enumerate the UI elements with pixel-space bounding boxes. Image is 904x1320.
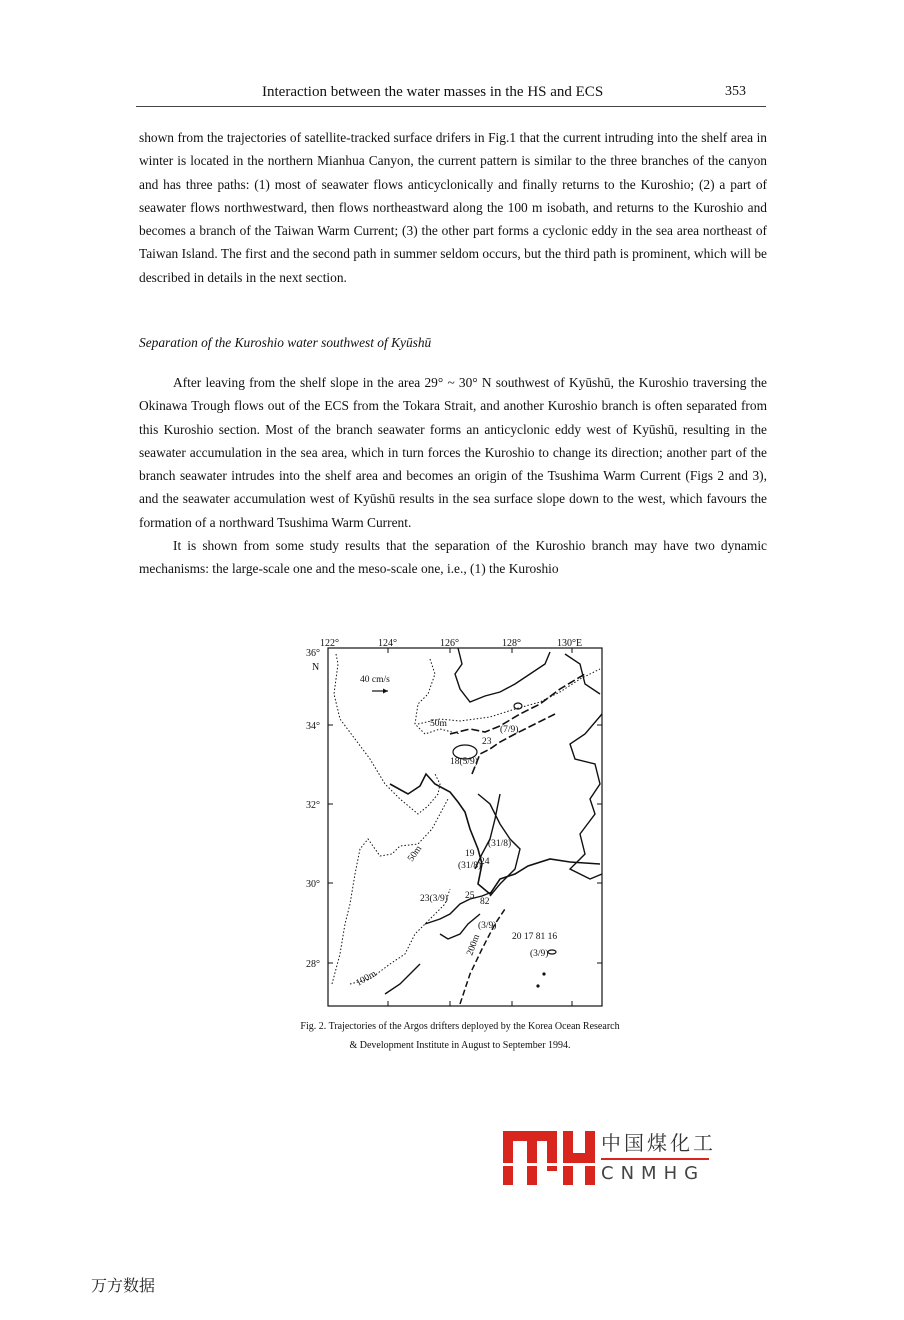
- y-tick-36: 36°: [306, 648, 320, 659]
- paragraph-text: It is shown from some study results that the separation of the Kuroshio branch may have two dynamic mechanisms: the large-scale one and the meso-scale one, i.e., (1) the Kuroshio: [139, 538, 767, 577]
- paragraph-2: [139, 371, 767, 581]
- header-rule: [136, 106, 766, 107]
- isobath-50m-label-2: 50m: [406, 844, 425, 864]
- annot-31-8-a: (31/8): [458, 861, 482, 871]
- paragraph-text: shown from the trajectories of satellite-tracked surface drifers in Fig.1 that the current intruding into the shelf area in winter is located in the northern Mianhua Canyon, the current pattern is similar to the three branches of the canyon and has three paths: (1) most of seawater flows anticyclonically and finally returns to the Kuroshio; (2) a part of seawater flows northwestward, then flows northeastward along the 100 m isobath, and returns to the Kuroshio and becomes a branch of the Taiwan Warm Current; (3) the other part forms a cyclonic eddy in the sea area northeast of Taiwan Island. The first and the second path in summer seldom occurs, but the third path is prominent, which will be described in details in the next section.: [139, 130, 767, 285]
- x-tick-122: 122°: [320, 638, 339, 649]
- x-tick-130: 130°E: [557, 638, 583, 649]
- figure-2-map: [300, 634, 610, 1014]
- annot-23: 23: [482, 737, 492, 747]
- page-number: 353: [725, 84, 746, 99]
- annot-31-8-b: (31/8): [488, 839, 512, 849]
- annot-23-3-9: 23(3/9): [420, 894, 448, 904]
- y-tick-28: 28°: [306, 959, 320, 970]
- annot-3-9-b: (3/9): [530, 949, 549, 959]
- annot-82: 82: [480, 897, 490, 907]
- y-unit: N: [312, 662, 320, 673]
- logo-divider: [601, 1158, 709, 1160]
- annot-3-9-a: (3/9): [478, 921, 497, 931]
- annot-18: 18(5/9): [450, 757, 478, 767]
- annot-7-9: (7/9): [500, 725, 519, 735]
- isobath-200m-label: 200m: [465, 933, 483, 958]
- logo-english-text: CNMHG: [601, 1163, 706, 1184]
- running-title: Interaction between the water masses in the HS and ECS: [262, 84, 604, 100]
- x-tick-128: 128°: [502, 638, 521, 649]
- x-tick-126: 126°: [440, 638, 459, 649]
- annot-25: 25: [465, 891, 475, 901]
- scale-label: 40 cm/s: [360, 675, 390, 685]
- annot-19: 19: [465, 849, 475, 859]
- wanfang-watermark: 万方数据: [91, 1276, 156, 1295]
- section-heading: Separation of the Kuroshio water southwest of Kyūshū: [139, 335, 432, 350]
- annot-drifters: 20 17 81 16: [512, 932, 558, 942]
- paragraph-1: [139, 126, 767, 289]
- y-tick-30: 30°: [306, 879, 320, 890]
- annot-24: 24: [480, 857, 490, 867]
- isobath-50m-label: 50m: [430, 719, 447, 729]
- cnmhg-logo: [503, 1127, 723, 1193]
- logo-chinese-text: 中国煤化工: [601, 1131, 716, 1155]
- paragraph-text: After leaving from the shelf slope in the area 29° ~ 30° N southwest of Kyūshū, the Kuroshio traversing the Okinawa Trough flows out of the ECS from the Tokara Strait, and another Kuroshio branch is often separated from this Kuroshio section. Most of the branch seawater forms an anticyclonic eddy west of Kyūshū, resulting in the seawater accumulation in the sea area, which in turn forces the Kuroshio to change its direction; another part of the branch seawater intrudes into the shelf area and becomes an origin of the Tsushima Warm Current (Figs 2 and 3), and the seawater accumulation west of Kyūshū results in the sea surface slope down to the west, which favours the formation of a northward Tsushima Warm Current.: [139, 375, 767, 530]
- x-tick-124: 124°: [378, 638, 397, 649]
- mh-logo-icon: [503, 1127, 595, 1187]
- isobath-100m-label: 100m: [354, 969, 379, 989]
- y-tick-34: 34°: [306, 721, 320, 732]
- figure-caption: Fig. 2. Trajectories of the Argos drifters deployed by the Korea Ocean Research & Development Institute in August to September 1994.: [300, 1021, 620, 1051]
- y-tick-32: 32°: [306, 800, 320, 811]
- running-header: [136, 84, 766, 106]
